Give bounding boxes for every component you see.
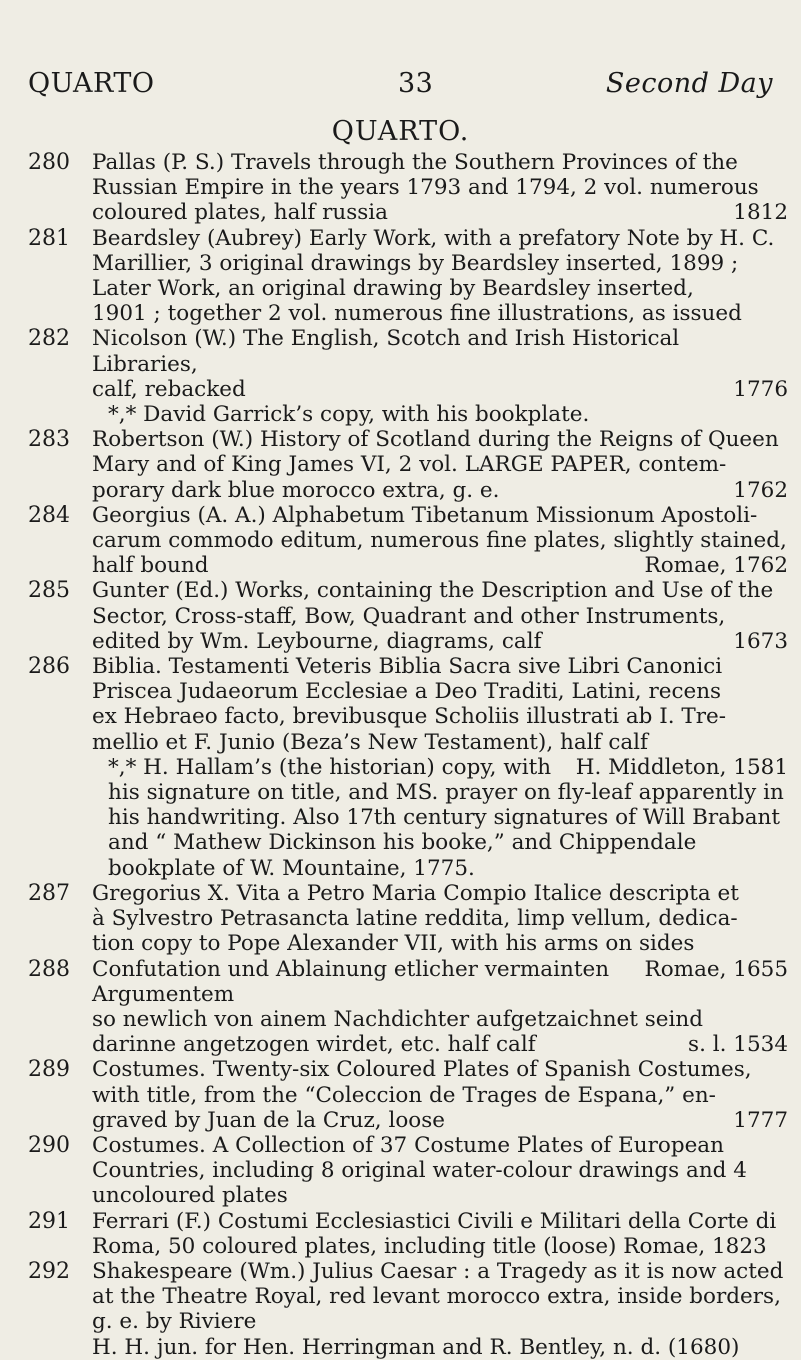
entry-note: *,* David Garrick’s copy, with his bookplate. xyxy=(108,402,590,428)
catalogue-entry xyxy=(28,427,788,503)
catalogue-entry xyxy=(28,578,788,654)
entry-line: Beardsley (Aubrey) Early Work, with a prefatory Note by H. C. xyxy=(92,225,775,251)
entry-line: Sector, Cross-staff, Bow, Quadrant and other Instruments, xyxy=(92,603,726,629)
entry-line: so newlich von ainem Nachdichter aufgetzaichnet seind xyxy=(92,1006,703,1032)
catalogue-entry xyxy=(28,1209,788,1259)
entry-line: with title, from the “Coleccion de Trages de Espana,” en- xyxy=(92,1082,716,1108)
entry-date: H. Middleton, 1581 xyxy=(575,754,788,780)
entry-line: Marillier, 3 original drawings by Beardsley inserted, 1899 ; xyxy=(92,250,739,276)
entry-line: graved by Juan de la Cruz, loose 1777 xyxy=(92,1107,788,1133)
entry-line: mellio et F. Junio (Beza’s New Testament), half calf H. Middleton, 1581 xyxy=(92,729,788,780)
catalogue-entry xyxy=(28,654,788,881)
lot-number: 280 xyxy=(28,150,70,175)
entry-line: at the Theatre Royal, red levant morocco extra, inside borders, xyxy=(92,1284,781,1310)
entry-line: 1901 ; together 2 vol. numerous fine illustrations, as issued xyxy=(92,301,742,327)
entry-line: Gunter (Ed.) Works, containing the Description and Use of the xyxy=(92,578,774,604)
lot-number: 287 xyxy=(28,880,70,906)
entry-line: Russian Empire in the years 1793 and 1794, 2 vol. numerous xyxy=(92,175,759,201)
entry-line: Roma, 50 coloured plates, including title (loose) Romae, 1823 xyxy=(92,1233,767,1259)
entry-line: Mary and of King James VI, 2 vol. LARGE PAPER, contem- xyxy=(92,452,727,478)
entry-line: edited by Wm. Leybourne, diagrams, calf 1673 xyxy=(92,628,788,654)
lot-number: 285 xyxy=(28,578,70,604)
catalogue-entry xyxy=(28,226,788,327)
entry-date: Romae, 1655 xyxy=(644,956,788,982)
entry-line: g. e. by Riviere xyxy=(92,1309,257,1335)
catalogue-entry xyxy=(28,503,788,579)
entry-date: 1812 xyxy=(733,200,788,226)
catalogue-entries xyxy=(28,150,788,1360)
catalogue-entry xyxy=(28,1133,788,1209)
entry-line: calf, rebacked 1776 xyxy=(92,376,788,402)
entry-line: tion copy to Pope Alexander VII, with his arms on sides Romae, 1655 xyxy=(92,931,788,982)
entry-line: H. H. jun. for Hen. Herringman and R. Bentley, n. d. (1680) xyxy=(92,1334,740,1360)
entry-line: Later Work, an original drawing by Beardsley inserted, xyxy=(92,276,694,302)
page-number: 33 xyxy=(398,68,434,99)
entry-date: 1762 xyxy=(733,477,788,503)
catalogue-entry xyxy=(28,1057,788,1133)
entry-line: Shakespeare (Wm.) Julius Caesar : a Tragedy as it is now acted xyxy=(92,1258,784,1284)
lot-number: 292 xyxy=(28,1258,70,1284)
lot-number: 286 xyxy=(28,654,70,680)
section-title: QUARTO. xyxy=(331,116,470,147)
catalogue-entry xyxy=(28,326,788,427)
lot-number: 288 xyxy=(28,956,70,982)
catalogue-entry xyxy=(28,1259,788,1360)
entry-date: 1777 xyxy=(733,1107,788,1133)
entry-line: darinne angetzogen wirdet, etc. half calf s. l. 1534 xyxy=(92,1032,788,1058)
catalogue-entry xyxy=(28,957,788,1058)
lot-number: 283 xyxy=(28,427,70,453)
entry-line: Ferrari (F.) Costumi Ecclesiastici Civili e Militari della Corte di xyxy=(92,1208,777,1234)
entry-line: porary dark blue morocco extra, g. e. 1762 xyxy=(92,477,788,503)
entry-line: Costumes. Twenty-six Coloured Plates of Spanish Costumes, xyxy=(92,1057,752,1083)
entry-line: Priscea Judaeorum Ecclesiae a Deo Traditi, Latini, recens xyxy=(92,679,722,705)
entry-line: Nicolson (W.) The English, Scotch and Irish Historical Libraries, xyxy=(92,326,680,377)
header-right: Second Day xyxy=(605,68,773,99)
entry-line: ex Hebraeo facto, brevibusque Scholiis illustrati ab I. Tre- xyxy=(92,704,727,730)
lot-number: 290 xyxy=(28,1132,70,1158)
entry-line: Biblia. Testamenti Veteris Biblia Sacra sive Libri Canonici xyxy=(92,654,723,680)
entry-line: carum commodo editum, numerous fine plates, slightly stained, xyxy=(92,528,787,554)
entry-line: Gregorius X. Vita a Petro Maria Compio Italice descripta et xyxy=(92,880,739,906)
entry-line: à Sylvestro Petrasancta latine reddita, limp vellum, dedica- xyxy=(92,906,738,932)
running-header xyxy=(28,68,773,104)
entry-line: Pallas (P. S.) Travels through the Southern Provinces of the xyxy=(92,150,738,175)
entry-line: half bound Romae, 1762 xyxy=(92,553,788,579)
entry-line: uncoloured plates xyxy=(92,1183,288,1209)
entry-note: *,* H. Hallam’s (the historian) copy, with his signature on title, and MS. prayer on fly-leaf apparently in his handwriting. Also 17th century signatures of Will Brabant and “ Mathew Dickinson his booke,” and Chippendale bookplate of W. Mountaine, 1775. xyxy=(108,754,784,881)
lot-number: 284 xyxy=(28,502,70,528)
lot-number: 282 xyxy=(28,326,70,352)
entry-date: Romae, 1762 xyxy=(644,553,788,579)
entry-line: Georgius (A. A.) Alphabetum Tibetanum Missionum Apostoli- xyxy=(92,502,758,528)
lot-number: 281 xyxy=(28,225,70,251)
entry-date: 1673 xyxy=(733,628,788,654)
header-left: QUARTO xyxy=(28,68,155,99)
entry-date: 1776 xyxy=(733,376,788,402)
entry-line: Countries, including 8 original water-colour drawings and 4 xyxy=(92,1158,747,1184)
entry-line: coloured plates, half russia 1812 xyxy=(92,200,788,226)
entry-line: Costumes. A Collection of 37 Costume Plates of European xyxy=(92,1132,724,1158)
entry-line: Robertson (W.) History of Scotland during the Reigns of Queen xyxy=(92,427,779,453)
entry-line: Confutation und Ablainung etlicher vermainten Argumentem xyxy=(92,956,610,1007)
lot-number: 291 xyxy=(28,1208,70,1234)
entry-date: s. l. 1534 xyxy=(688,1032,788,1058)
lot-number: 289 xyxy=(28,1057,70,1083)
catalogue-entry xyxy=(28,150,788,226)
